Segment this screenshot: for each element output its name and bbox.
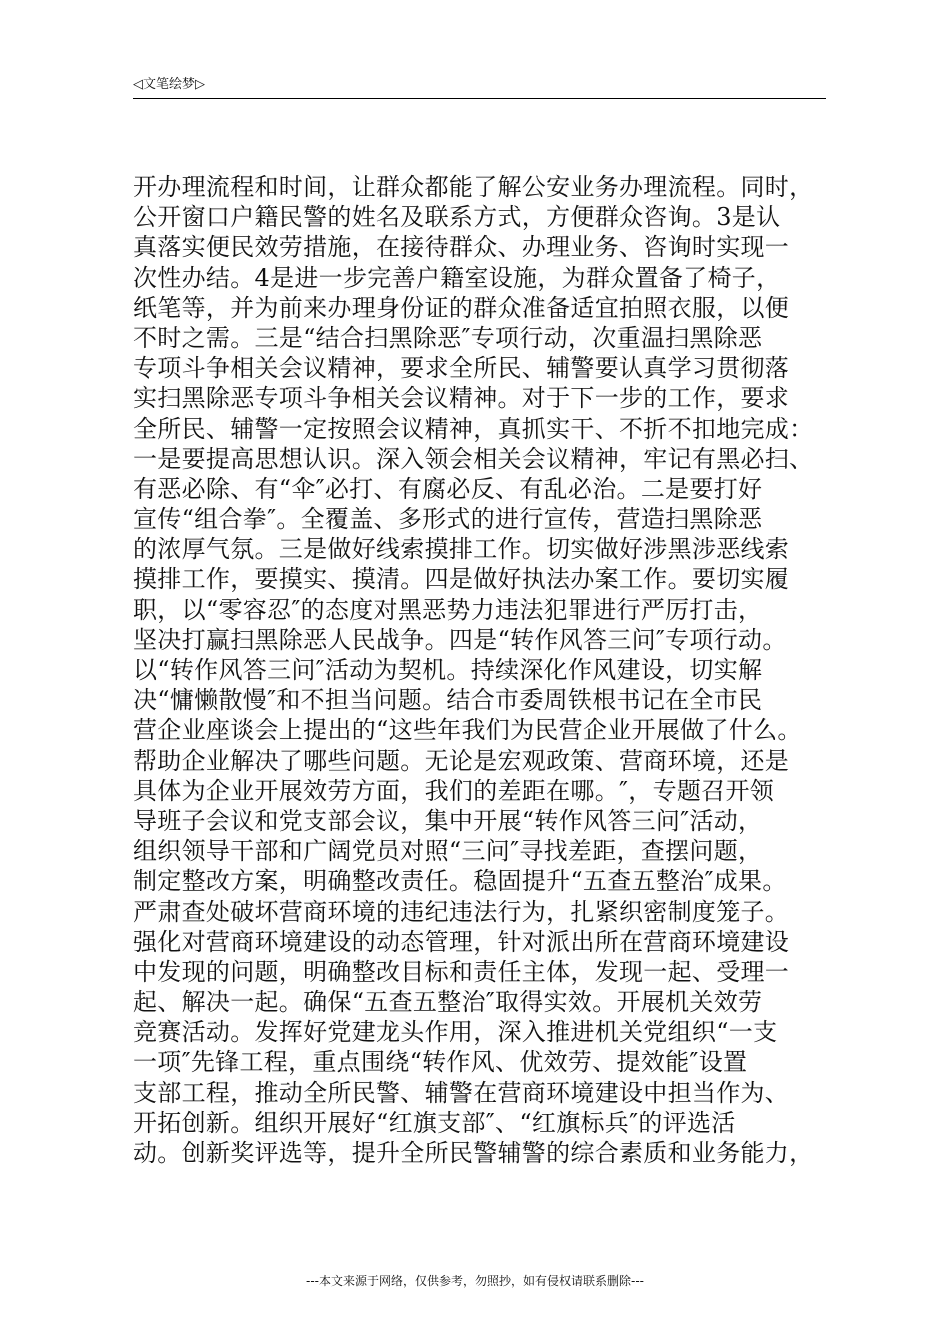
body-text-line: 制定整改方案，明确整改责任。稳固提升“五查五整治″成果。 bbox=[133, 867, 787, 896]
body-text-line: 竞赛活动。发挥好党建龙头作用，深入推进机关党组织“一支 bbox=[133, 1018, 778, 1047]
body-text-line: 组织领导干部和广阔党员对照“三问″寻找差距，查摆问题， bbox=[133, 837, 763, 866]
body-text-line: 决“慵懒散慢″和不担当问题。结合市委周铁根书记在全市民 bbox=[133, 686, 763, 715]
body-text-line: 中发现的问题，明确整改目标和责任主体，发现一起、受理一 bbox=[133, 957, 790, 986]
body-text-line: 专项斗争相关会议精神，要求全所民、辅警要认真学习贯彻落 bbox=[133, 354, 790, 383]
body-text-line: 以“转作风答三问″活动为契机。持续深化作风建设，切实解 bbox=[133, 656, 763, 684]
body-text-line: 宣传“组合拳″。全覆盖、多形式的进行宣传，营造扫黑除恶 bbox=[133, 505, 763, 534]
body-text-line: 摸排工作，要摸实、摸清。四是做好执法办案工作。要切实履 bbox=[133, 565, 790, 594]
header-title: 文笔绘梦 bbox=[143, 77, 196, 92]
body-text-line: 次性办结。4是进一步完善户籍室设施，为群众置备了椅子， bbox=[133, 263, 781, 292]
page-header bbox=[133, 76, 826, 99]
body-text-line: 的浓厚气氛。三是做好线索摸排工作。切实做好涉黑涉恶线索 bbox=[133, 535, 790, 564]
body-text-line: 具体为企业开展效劳方面，我们的差距在哪。″，专题召开领 bbox=[133, 776, 775, 805]
body-text-line: 职，以“零容忍″的态度对黑恶势力违法犯罪进行严厉打击， bbox=[133, 595, 763, 624]
right-triangle-icon: ▷ bbox=[195, 77, 206, 92]
body-text-line: 支部工程，推动全所民警、辅警在营商环境建设中担当作为、 bbox=[133, 1078, 790, 1107]
body-text-line: 开拓创新。组织开展好“红旗支部″、“红旗标兵″的评选活 bbox=[133, 1108, 736, 1137]
body-text-line: 一是要提高思想认识。深入领会相关会议精神，牢记有黑必扫、 bbox=[133, 444, 814, 473]
footer-disclaimer: ---本文来源于网络，仅供参考，勿照抄，如有侵权请联系删除--- bbox=[306, 1274, 644, 1288]
body-text-line: 起、解决一起。确保“五查五整治″取得实效。开展机关效劳 bbox=[133, 988, 763, 1017]
body-text-line: 动。创新奖评选等，提升全所民警辅警的综合素质和业务能力， bbox=[133, 1139, 814, 1167]
body-text-line: 实扫黑除恶专项斗争相关会议精神。对于下一步的工作，要求 bbox=[133, 384, 790, 413]
body-text-line: 一项″先锋工程，重点围绕“转作风、优效劳、提效能″设置 bbox=[133, 1048, 748, 1077]
body-text-line: 强化对营商环境建设的动态管理，针对派出所在营商环境建设 bbox=[133, 927, 790, 956]
body-text-line: 不时之需。三是“结合扫黑除恶″专项行动，次重温扫黑除恶 bbox=[133, 323, 763, 352]
body-text-line: 真落实便民效劳措施，在接待群众、办理业务、咨询时实现一 bbox=[133, 233, 790, 262]
body-text-line: 帮助企业解决了哪些问题。无论是宏观政策、营商环境，还是 bbox=[133, 746, 790, 775]
body-text-line: 营企业座谈会上提出的“这些年我们为民营企业开展做了什么。 bbox=[133, 716, 802, 745]
body-text-line: 有恶必除、有“伞″必打、有腐必反、有乱必治。二是要打好 bbox=[133, 474, 763, 503]
body-text-line: 全所民、辅警一定按照会议精神，真抓实干、不折不扣地完成： bbox=[133, 414, 814, 443]
body-text-line: 开办理流程和时间，让群众都能了解公安业务办理流程。同时， bbox=[133, 173, 814, 201]
left-triangle-icon: ◁ bbox=[133, 77, 143, 92]
body-text-line: 公开窗口户籍民警的姓名及联系方式，方便群众咨询。3是认 bbox=[133, 203, 781, 232]
body-text-line: 纸笔等，并为前来办理身份证的群众准备适宜拍照衣服，以便 bbox=[133, 293, 790, 322]
body-text-line: 导班子会议和党支部会议，集中开展“转作风答三问″活动， bbox=[133, 806, 763, 835]
body-text-line: 严肃查处破坏营商环境的违纪违法行为，扎紧织密制度笼子。 bbox=[133, 897, 790, 926]
document-body bbox=[133, 172, 833, 1168]
body-text-line: 坚决打赢扫黑除恶人民战争。四是“转作风答三问″专项行动。 bbox=[133, 625, 787, 654]
